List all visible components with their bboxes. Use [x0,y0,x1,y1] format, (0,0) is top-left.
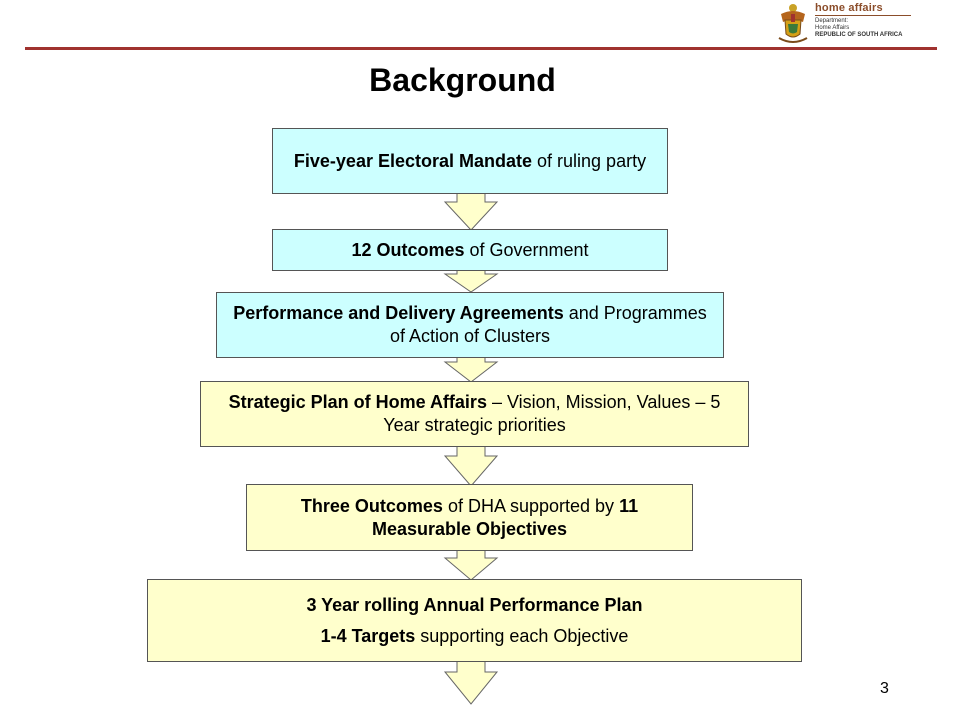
box-text: of Government [464,239,589,260]
header-divider [25,47,937,50]
box-text: and Programmes of Action of Clusters [389,303,707,346]
coat-of-arms-icon [775,2,811,46]
flow-box-outcomes-of-government [272,229,668,271]
logo-rule [815,15,911,16]
logo-line: REPUBLIC OF SOUTH AFRICA [815,32,903,38]
down-arrow-icon [443,660,499,706]
down-arrow-icon [443,356,499,384]
down-arrow-icon [443,192,499,232]
box-text: of DHA supported by [442,495,620,516]
box-bold-text: 3 Year rolling Annual Performance Plan [306,594,643,615]
box-bold-text: Performance and Delivery Agreements [233,303,564,323]
box-bold-text: Five-year Electoral Mandate [293,150,533,171]
flow-box-electoral-mandate [272,128,668,194]
box-bold-text: 12 Outcomes [351,239,465,260]
flow-box-strategic-plan [200,381,749,447]
flow-box-dha-outcomes [246,484,693,551]
box-text: of ruling party [532,150,647,171]
box-bold-text: Three Outcomes [300,495,443,516]
logo-line: Department: [815,18,849,24]
page-title: Background [369,62,556,98]
down-arrow-icon [443,446,499,488]
box-bold-text: 11 Measurable Objectives [371,495,639,539]
box-bold-text: 1-4 Targets [320,625,416,646]
home-affairs-logo [775,2,915,46]
flow-box-annual-performance-plan [147,579,802,662]
box-bold-text: Strategic Plan of Home Affairs [228,392,487,412]
box-text: supporting each Objective [415,625,629,646]
page-number: 3 [880,680,889,697]
down-arrow-icon [443,550,499,582]
down-arrow-icon [443,268,499,294]
box-text: – Vision, Mission, Values – 5 Year strategic priorities [383,392,721,435]
logo-title: home affairs [815,2,883,14]
flow-box-performance-agreements [216,292,724,358]
logo-line: Home Affairs [815,25,850,31]
